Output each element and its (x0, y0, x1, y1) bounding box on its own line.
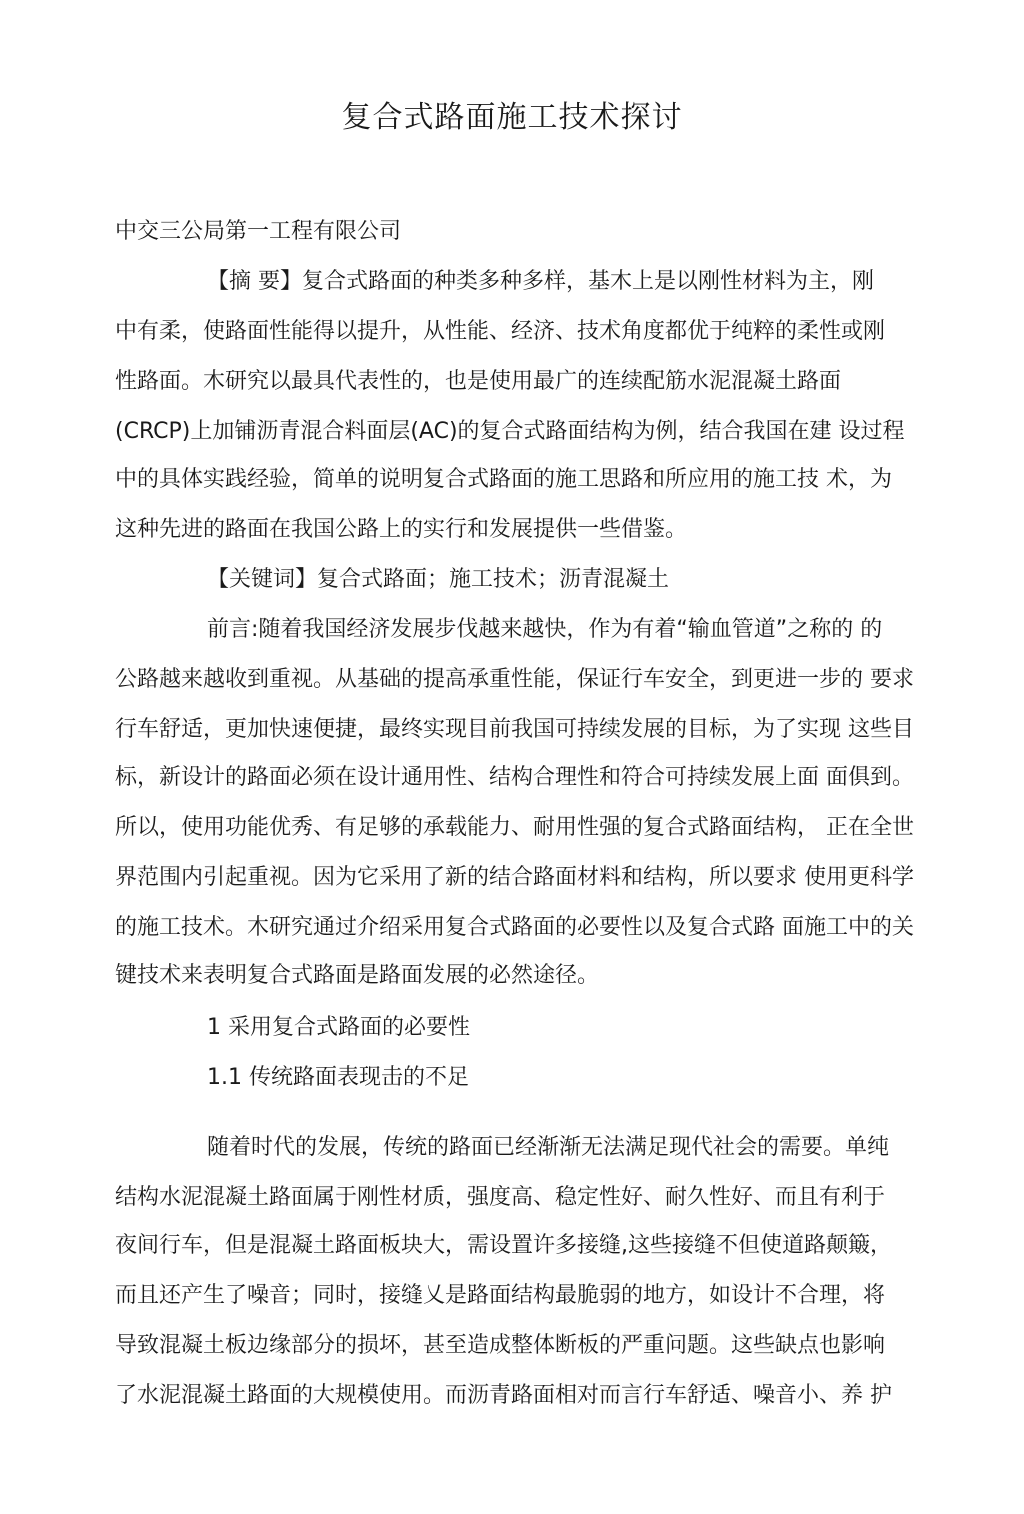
author-affiliation: 中交三公局第一工程有限公司 (115, 219, 402, 244)
preface-line: 前言:随着我国经济发展步伐越来越快，作为有着“输血管道”之称的 的 (207, 617, 883, 642)
preface-line: 界范围内引起重视。因为它采用了新的结合路面材料和结构，所以要求 使用更科学 (115, 865, 914, 890)
abstract-line: 【摘 要】复合式路面的种类多种多样，基木上是以刚性材料为主，刚 (207, 269, 874, 294)
body-line: 随着时代的发展，传统的路面已经渐渐无法满足现代社会的需要。单纯 (207, 1135, 890, 1160)
abstract-line: (CRCP)上加铺沥青混合料面层(AC)的复合式路面结构为例，结合我国在建 设过程 (115, 419, 905, 444)
preface-line: 公路越来越收到重视。从基础的提高承重性能，保证行车安全，到更进一步的 要求 (115, 667, 914, 692)
preface-line: 所以，使用功能优秀、有足够的承载能力、耐用性强的复合式路面结构， 正在全世 (115, 815, 914, 840)
abstract-line: 这种先进的路面在我国公路上的实行和发展提供一些借鉴。 (115, 517, 688, 542)
body-line: 而且还产生了噪音；同时，接缝乂是路面结构最脆弱的地方，如设计不合理，将 (115, 1283, 886, 1308)
preface-line: 行车舒适，更加快速便捷，最终实现目前我国可持续发展的目标，为了实现 这些目 (115, 717, 914, 742)
abstract-line: 性路面。木研究以最具代表性的，也是使用最广的连续配筋水泥混凝土路面 (115, 369, 842, 394)
body-line: 了水泥混凝土路面的大规模使用。而沥青路面相对而言行车舒适、噪音小、养 护 (115, 1383, 892, 1408)
abstract-line: 中有柔，使路面性能得以提升，从性能、经济、技术角度都优于纯粹的柔性或刚 (115, 319, 886, 344)
preface-line: 标，新设计的路面必须在设计通用性、结构合理性和符合可持续发展上面 面俱到。 (115, 765, 914, 790)
document-title: 复合式路面施工技术探讨 (341, 100, 683, 135)
preface-line: 的施工技术。木研究通过介绍采用复合式路面的必要性以及复合式路 面施工中的关 (115, 915, 914, 940)
subsection-heading: 1.1 传统路面表现击的不足 (207, 1065, 469, 1090)
body-line: 结构水泥混凝土路面属于刚性材质，强度高、稳定性好、耐久性好、而且有利于 (115, 1185, 886, 1210)
body-line: 导致混凝土板边缘部分的损坏，甚至造成整体断板的严重问题。这些缺点也影响 (115, 1333, 886, 1358)
keywords: 【关键词】复合式路面；施工技术；沥青混凝土 (207, 567, 670, 592)
preface-line: 键技术来表明复合式路面是路面发展的必然途径。 (115, 963, 600, 988)
body-line: 夜间行车，但是混凝土路面板块大，需设置许多接缝,这些接缝不但使道路颠簸， (115, 1233, 892, 1258)
abstract-line: 中的具体实践经验，简单的说明复合式路面的施工思路和所应用的施工技 术，为 (115, 467, 892, 492)
section-heading: 1 采用复合式路面的必要性 (207, 1015, 470, 1040)
